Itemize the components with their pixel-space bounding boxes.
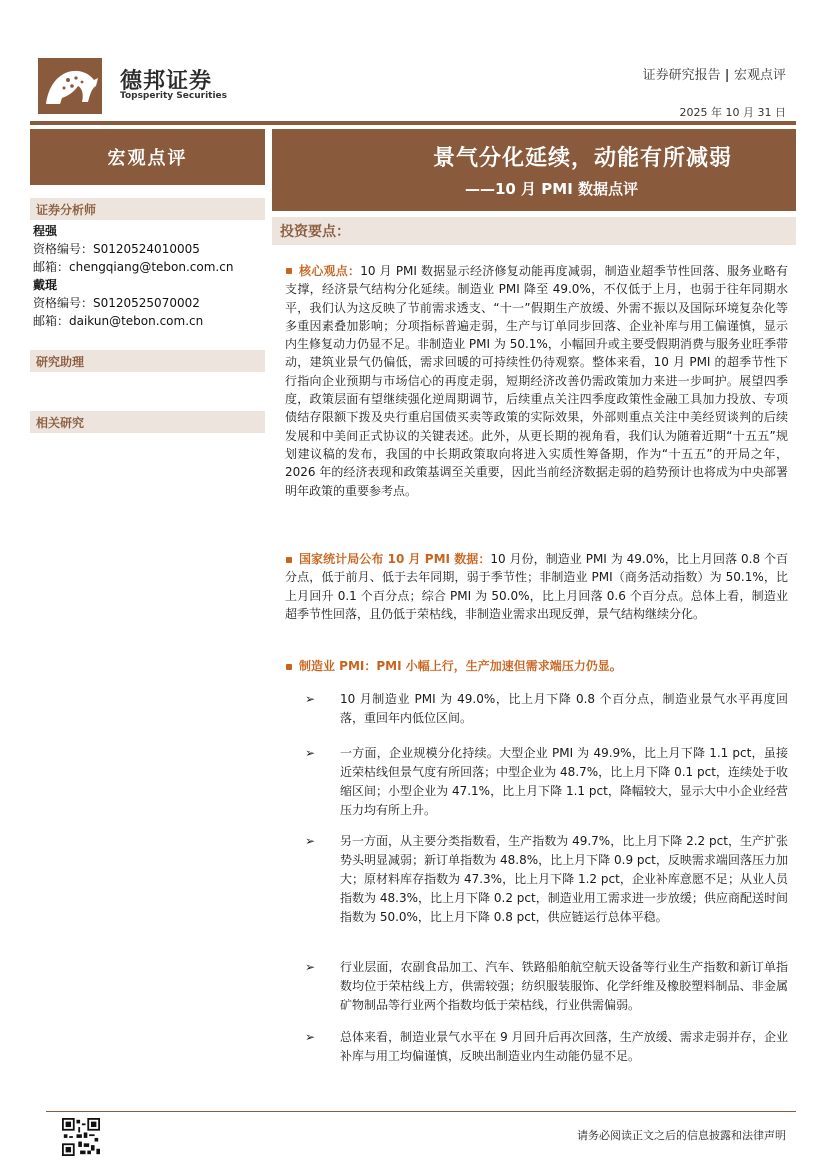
report-date: 2025 年 10 月 31 日 [679,106,786,119]
qr-code-icon [62,1118,100,1156]
analyst-license: 资格编号：S0120524010005 [33,242,200,256]
footer-divider [46,1111,796,1112]
header-divider [30,121,796,125]
arrow-bullet-icon: ➢ [305,960,316,974]
sub-point: 10 月制造业 PMI 为 49.0%，比上月下降 0.8 个百分点，制造业景气水平再度回落，重回年内低位区间。 [340,692,788,725]
related-research-heading [30,411,265,433]
analyst-heading-label: 证券分析师 [36,202,97,217]
assistant-heading-label: 研究助理 [36,354,85,369]
point-core-view [285,262,788,500]
analyst-email: 邮箱：daikun@tebon.com.cn [33,314,204,328]
arrow-bullet-icon: ➢ [305,834,316,848]
point-text: 10 月 PMI 数据显示经济修复动能再度减弱，制造业超季节性回落、服务业略有支撑，经济景气结构分化延续。制造业 PMI 降至 49.0%，不仅低于上月，也弱于往年同期水平，我们认为这反映了节前需求透支、“十一”假期生产放缓、外需不振以及国际环境复杂化等多重因素叠加影响；分项指标普遍走弱，生产与订单同步回落、企业补库与用工偏谨慎，显示内生修复动力仍显不足。非制造业 PMI 为 50.1%，小幅回升或主要受假期消费与服务业旺季带动，建筑业景气仍偏低，需求回暖的可持续性仍待观察。整体来看，10 月 PMI 的超季节性下行指向企业预期与市场信心的再度走弱，短期经济改善仍需政策加力来进一步呵护。展望四季度，政策层面有望继续强化逆周期调节，后续重点关注四季度政策性金融工具加力投放、专项债结存限额下拨及央行重启国债买卖等政策的实际效果，外部则重点关注中美经贸谈判的后续发展和中美间正式协议的关键表述。此外，从更长期的视角看，我们认为随着近期“十五五”规划建议稿的发布，我国的中长期政策取向将进入实质性筹备期，作为“十五五”的开局之年，2026 年的经济表现和政策基调至关重要，因此当前经济数据走弱的趋势预计也将成为中央部署明年政策的重要参考点。 [285,264,788,498]
point-lead: 制造业 PMI：PMI 小幅上行，生产加速但需求端压力仍显。 [299,659,622,673]
sub-point: 另一方面，从主要分类指数看，生产指数为 49.7%，比上月下降 2.2 pct，生产扩张势头明显减弱；新订单指数为 48.8%，比上月下降 0.9 pct，反映需求端回落压力加大；原材料库存指数为 47.3%，比上月下降 1.2 pct，企业补库意愿不足；从业人员指数为 48.3%，比上月下降 0.2 pct，制造业用工需求进一步放缓；供应商配送时间指数为 50.0%，比上月下降 0.8 pct，供应链运行总体平稳。 [340,834,788,924]
brand-name-cn: 德邦证券 [120,69,213,94]
report-type-header [643,64,786,83]
analyst-name: 程强 [33,224,58,238]
point-text: 10 月份，制造业 PMI 为 49.0%，比上月回落 0.8 个百分点，低于前月、低于去年同期，弱于季节性；非制造业 PMI（商务活动指数）为 50.1%，比上月回升 0.1 个百分点；综合 PMI 为 50.0%，比上月回落 0.6 个百分点。总体上看，制造业超季节性回落，且仍低于荣枯线，非制造业需求出现反弹，景气结构继续分化。 [285,552,788,621]
report-category: 宏观点评 [733,68,786,83]
point-manufacturing [285,657,788,675]
sub-point: 一方面，企业规模分化持续。大型企业 PMI 为 49.9%，比上月下降 1.1 pct，虽接近荣枯线但景气度有所回落；中型企业为 48.7%，比上月下降 0.1 pct，连续处于收缩区间；小型企业为 47.1%，比上月下降 1.1 pct，降幅较大，显示大中小企业经营压力均有所上升。 [340,746,788,817]
arrow-bullet-icon: ➢ [305,692,316,706]
sub-point: 总体来看，制造业景气水平在 9 月回升后再次回落，生产放缓、需求走弱并存，企业补库与用工均偏谨慎，反映出制造业内生动能仍显不足。 [340,1030,788,1063]
arrow-bullet-icon: ➢ [305,1030,316,1044]
page-title: 景气分化延续，动能有所减弱 [432,145,732,171]
arrow-bullet-icon: ➢ [305,746,316,760]
analyst-name: 戴琨 [33,278,58,292]
title-banner [272,129,796,211]
legal-disclaimer: 请务必阅读正文之后的信息披露和法律声明 [577,1129,786,1142]
assistant-heading [30,350,265,372]
report-type: 证券研究报告 [642,68,721,83]
point-lead: 国家统计局公布 10 月 PMI 数据： [299,552,491,566]
page-subtitle: ——10 月 PMI 数据点评 [464,180,638,198]
related-research-label: 相关研究 [36,415,85,430]
category-label: 宏观点评 [107,148,188,169]
key-points-heading [272,217,796,245]
analyst-heading [30,198,265,220]
sub-point: 行业层面，农副食品加工、汽车、铁路船舶航空航天设备等行业生产指数和新订单指数均位于荣枯线上方，供需较强；纺织服装服饰、化学纤维及橡胶塑料制品、非金属矿物制品等行业两个指数均低于荣枯线，行业供需偏弱。 [340,960,788,1012]
analyst-email: 邮箱：chengqiang@tebon.com.cn [33,260,234,274]
analyst-license: 资格编号：S0120525070002 [33,296,200,310]
company-logo [38,58,102,114]
point-pmi-release [285,550,788,623]
brand-name-en: Topsperity Securities [120,91,227,101]
header-separator: | [724,68,734,83]
point-lead: 核心观点： [299,264,361,278]
category-box [30,129,265,185]
key-points-label: 投资要点： [280,224,350,240]
